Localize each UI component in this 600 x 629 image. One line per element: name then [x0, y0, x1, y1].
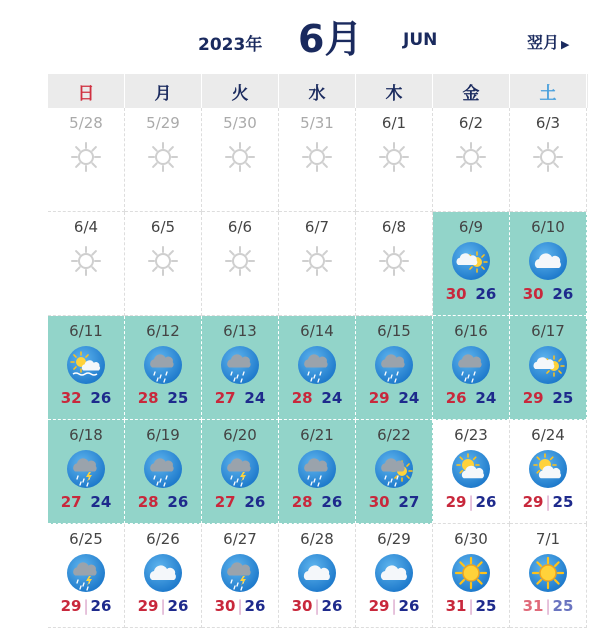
day-temps	[510, 597, 586, 615]
day-cell[interactable]	[279, 524, 356, 628]
rain-sun-icon	[374, 449, 414, 489]
sun-outline-icon	[451, 137, 491, 177]
high-temp: 28	[291, 493, 313, 511]
day-cell[interactable]	[125, 316, 202, 420]
day-date: 6/9	[458, 218, 484, 236]
low-temp: 26	[398, 597, 420, 615]
cloud-sun-icon	[528, 345, 568, 385]
day-cell[interactable]	[510, 316, 587, 420]
day-date: 6/2	[458, 114, 484, 132]
day-date: 6/3	[535, 114, 561, 132]
high-temp: 27	[214, 493, 236, 511]
day-date: 6/26	[146, 530, 180, 548]
week-row	[48, 108, 588, 212]
day-cell[interactable]	[356, 212, 433, 316]
year-label: 2023年	[198, 35, 263, 55]
rain-icon	[451, 345, 491, 385]
low-temp: 26	[90, 597, 112, 615]
high-temp: 31	[522, 597, 544, 615]
day-temps	[356, 389, 432, 407]
weekday-header-row	[48, 74, 588, 108]
temp-separator	[392, 493, 397, 511]
temp-separator: |	[391, 597, 397, 615]
high-temp: 29	[522, 389, 544, 407]
day-date: 6/20	[223, 426, 257, 444]
day-date: 6/4	[73, 218, 99, 236]
day-cell[interactable]	[356, 108, 433, 212]
high-temp: 28	[137, 493, 159, 511]
day-temps	[433, 389, 509, 407]
low-temp: 25	[552, 389, 574, 407]
week-row	[48, 316, 588, 420]
high-temp: 29	[522, 493, 544, 511]
day-cell[interactable]	[125, 524, 202, 628]
day-temps	[356, 493, 432, 511]
day-cell[interactable]	[510, 524, 587, 628]
high-temp: 27	[60, 493, 82, 511]
cloud-icon	[297, 553, 337, 593]
low-temp: 26	[475, 493, 497, 511]
day-cell[interactable]	[433, 316, 510, 420]
high-temp: 31	[445, 597, 467, 615]
day-temps	[356, 597, 432, 615]
day-date: 6/1	[381, 114, 407, 132]
thunder-rain-icon	[220, 553, 260, 593]
low-temp: 26	[244, 597, 266, 615]
chevron-right-icon: ▶	[561, 38, 570, 51]
temp-separator: |	[83, 597, 89, 615]
day-cell[interactable]	[48, 108, 125, 212]
sun-outline-icon	[374, 137, 414, 177]
high-temp: 30	[522, 285, 544, 303]
temp-separator	[238, 493, 243, 511]
calendar-header	[0, 0, 600, 72]
high-temp: 30	[368, 493, 390, 511]
day-cell[interactable]	[279, 420, 356, 524]
weekday-sun: 日	[48, 74, 125, 108]
sun-outline-icon	[297, 241, 337, 281]
low-temp: 26	[321, 597, 343, 615]
day-date: 6/30	[454, 530, 488, 548]
day-date: 6/27	[223, 530, 257, 548]
day-cell[interactable]	[202, 420, 279, 524]
day-cell[interactable]	[433, 524, 510, 628]
day-cell[interactable]	[510, 108, 587, 212]
high-temp: 29	[60, 597, 82, 615]
day-date: 6/18	[69, 426, 103, 444]
high-temp: 26	[445, 389, 467, 407]
high-temp: 28	[291, 389, 313, 407]
day-temps	[510, 389, 586, 407]
day-temps	[279, 597, 355, 615]
low-temp: 25	[475, 597, 497, 615]
next-month-link[interactable]	[527, 30, 569, 53]
thunder-rain-icon	[66, 553, 106, 593]
day-cell[interactable]	[202, 316, 279, 420]
low-temp: 26	[321, 493, 343, 511]
day-cell[interactable]	[510, 212, 587, 316]
low-temp: 26	[244, 493, 266, 511]
sun-cloud-icon	[528, 449, 568, 489]
day-cell[interactable]	[356, 420, 433, 524]
temp-separator: |	[314, 597, 320, 615]
sun-outline-icon	[66, 241, 106, 281]
low-temp: 24	[244, 389, 266, 407]
week-row	[48, 212, 588, 316]
low-temp: 27	[398, 493, 420, 511]
sun-outline-icon	[143, 137, 183, 177]
sun-outline-icon	[143, 241, 183, 281]
low-temp: 26	[552, 285, 574, 303]
sun-outline-icon	[297, 137, 337, 177]
temp-separator: |	[468, 493, 474, 511]
week-row	[48, 420, 588, 524]
day-date: 5/28	[69, 114, 103, 132]
sun-outline-icon	[220, 137, 260, 177]
day-date: 6/19	[146, 426, 180, 444]
temp-separator	[392, 389, 397, 407]
day-date: 6/23	[454, 426, 488, 444]
day-cell[interactable]	[433, 108, 510, 212]
day-temps	[125, 389, 201, 407]
day-date: 6/17	[531, 322, 565, 340]
day-date: 6/24	[531, 426, 565, 444]
rain-icon	[297, 345, 337, 385]
temp-separator	[161, 389, 166, 407]
rain-icon	[143, 449, 183, 489]
day-temps	[125, 597, 201, 615]
weekday-mon: 月	[125, 74, 202, 108]
day-date: 6/12	[146, 322, 180, 340]
high-temp: 29	[445, 493, 467, 511]
sun-outline-icon	[528, 137, 568, 177]
day-cell[interactable]	[356, 316, 433, 420]
day-date: 6/28	[300, 530, 334, 548]
day-cell[interactable]	[279, 108, 356, 212]
temp-separator: |	[237, 597, 243, 615]
high-temp: 30	[214, 597, 236, 615]
temp-separator	[546, 285, 551, 303]
temp-separator	[315, 493, 320, 511]
day-date: 6/16	[454, 322, 488, 340]
high-temp: 27	[214, 389, 236, 407]
day-cell[interactable]	[125, 420, 202, 524]
weeks-container	[48, 108, 588, 628]
rain-icon	[220, 345, 260, 385]
day-date: 6/15	[377, 322, 411, 340]
low-temp: 26	[167, 493, 189, 511]
low-temp: 26	[167, 597, 189, 615]
day-cell[interactable]	[202, 212, 279, 316]
low-temp: 24	[321, 389, 343, 407]
temp-separator	[84, 493, 89, 511]
day-cell[interactable]	[202, 108, 279, 212]
high-temp: 29	[137, 597, 159, 615]
low-temp: 24	[398, 389, 420, 407]
rain-icon	[297, 449, 337, 489]
day-temps	[202, 389, 278, 407]
day-temps	[202, 493, 278, 511]
day-cell[interactable]	[48, 212, 125, 316]
day-temps	[279, 389, 355, 407]
day-date: 6/25	[69, 530, 103, 548]
next-month-label: 翌月	[527, 33, 560, 52]
temp-separator	[315, 389, 320, 407]
low-temp: 25	[167, 389, 189, 407]
high-temp: 29	[368, 389, 390, 407]
weekday-fri: 金	[433, 74, 510, 108]
sun-outline-icon	[220, 241, 260, 281]
day-temps	[48, 493, 124, 511]
week-row	[48, 524, 588, 628]
weekday-tue: 火	[202, 74, 279, 108]
day-cell[interactable]	[48, 524, 125, 628]
temp-separator: |	[468, 597, 474, 615]
low-temp: 24	[90, 493, 112, 511]
day-cell[interactable]	[125, 212, 202, 316]
low-temp: 26	[475, 285, 497, 303]
sun-icon	[528, 553, 568, 593]
day-date: 5/29	[146, 114, 180, 132]
day-date: 6/6	[227, 218, 253, 236]
sun-icon	[451, 553, 491, 593]
day-date: 6/22	[377, 426, 411, 444]
temp-separator: |	[545, 597, 551, 615]
day-date: 6/8	[381, 218, 407, 236]
high-temp: 28	[137, 389, 159, 407]
month-label: 6月	[298, 17, 363, 61]
day-temps	[279, 493, 355, 511]
day-date: 5/31	[300, 114, 334, 132]
high-temp: 32	[60, 389, 82, 407]
temp-separator	[469, 389, 474, 407]
high-temp: 30	[445, 285, 467, 303]
day-date: 7/1	[535, 530, 561, 548]
day-date: 6/7	[304, 218, 330, 236]
day-cell[interactable]	[356, 524, 433, 628]
day-date: 6/11	[69, 322, 103, 340]
temp-separator: |	[160, 597, 166, 615]
day-date: 6/5	[150, 218, 176, 236]
day-cell[interactable]	[125, 108, 202, 212]
day-date: 6/29	[377, 530, 411, 548]
weekday-thu: 木	[356, 74, 433, 108]
day-date: 6/14	[300, 322, 334, 340]
day-cell[interactable]	[433, 212, 510, 316]
day-temps	[433, 597, 509, 615]
temp-separator	[469, 285, 474, 303]
temp-separator: |	[545, 493, 551, 511]
cloud-icon	[143, 553, 183, 593]
day-cell[interactable]	[48, 316, 125, 420]
thunder-rain-icon	[66, 449, 106, 489]
day-cell[interactable]	[48, 420, 125, 524]
calendar-grid	[48, 74, 588, 628]
cloud-icon	[374, 553, 414, 593]
day-cell[interactable]	[202, 524, 279, 628]
day-cell[interactable]	[279, 316, 356, 420]
sun-cloud-icon	[451, 449, 491, 489]
day-temps	[48, 597, 124, 615]
temp-separator	[238, 389, 243, 407]
day-date: 6/13	[223, 322, 257, 340]
low-temp: 25	[552, 597, 574, 615]
day-temps	[510, 493, 586, 511]
day-cell[interactable]	[433, 420, 510, 524]
day-temps	[510, 285, 586, 303]
day-temps	[433, 493, 509, 511]
day-date: 5/30	[223, 114, 257, 132]
rain-icon	[143, 345, 183, 385]
temp-separator	[84, 389, 89, 407]
low-temp: 24	[475, 389, 497, 407]
cloud-sun-icon	[451, 241, 491, 281]
day-temps	[433, 285, 509, 303]
day-temps	[202, 597, 278, 615]
high-temp: 29	[368, 597, 390, 615]
weekday-wed: 水	[279, 74, 356, 108]
cloud-icon	[528, 241, 568, 281]
day-date: 6/10	[531, 218, 565, 236]
low-temp: 26	[90, 389, 112, 407]
month-en-label: JUN	[403, 30, 438, 50]
temp-separator	[546, 389, 551, 407]
rain-icon	[374, 345, 414, 385]
day-temps	[48, 389, 124, 407]
sun-outline-icon	[374, 241, 414, 281]
high-temp: 30	[291, 597, 313, 615]
sun-outline-icon	[66, 137, 106, 177]
day-temps	[125, 493, 201, 511]
sun-cloud-wave-icon	[66, 345, 106, 385]
thunder-rain-icon	[220, 449, 260, 489]
low-temp: 25	[552, 493, 574, 511]
day-date: 6/21	[300, 426, 334, 444]
temp-separator	[161, 493, 166, 511]
day-cell[interactable]	[279, 212, 356, 316]
day-cell[interactable]	[510, 420, 587, 524]
weekday-sat: 土	[510, 74, 587, 108]
